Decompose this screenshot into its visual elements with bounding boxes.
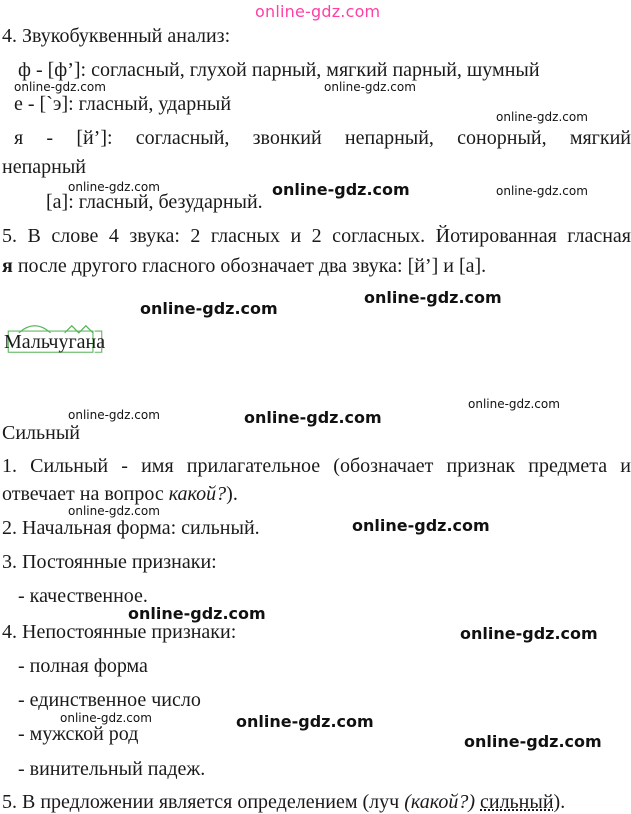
adjective-item4-sub-2: - мужской род [18, 723, 139, 745]
sound-analysis-heading: 4. Звукобуквенный анализ: [2, 25, 231, 47]
adjective-item5-underlined-word: сильный [480, 791, 554, 813]
adjective-item1-question: какой? [168, 483, 227, 505]
watermark-top: online-gdz.com [255, 2, 381, 21]
bold-letter-ya: я [2, 255, 13, 277]
watermark: online-gdz.com [140, 299, 278, 318]
adjective-item1-line1 [2, 454, 631, 478]
word-malchugana: Мальчугана [4, 331, 106, 353]
watermark: online-gdz.com [460, 624, 598, 643]
sound-ya-line-2: непарный [2, 156, 87, 178]
watermark: online-gdz.com [464, 732, 602, 751]
watermark: online-gdz.com [68, 504, 160, 518]
watermark: online-gdz.com [272, 180, 410, 199]
adjective-item4: 4. Непостоянные признаки: [2, 621, 237, 643]
adjective-item3-sub: - качественное. [18, 585, 148, 607]
adjective-item4-sub-0: - полная форма [18, 655, 148, 677]
sound-f-line: ф - [ф’]: согласный, глухой парный, мягкий парный, шумный [18, 59, 540, 81]
adjective-item5 [2, 790, 565, 814]
adjective-item1-line2-pre: отвечает на вопрос [2, 483, 169, 505]
adjective-title: Сильный [2, 422, 80, 444]
sound-a-line: [а]: гласный, безударный. [46, 191, 263, 213]
watermark: online-gdz.com [60, 711, 152, 725]
watermark: online-gdz.com [496, 110, 588, 124]
watermark: online-gdz.com [324, 80, 416, 94]
adjective-item5-post: ). [553, 791, 566, 813]
watermark: online-gdz.com [14, 80, 106, 94]
adjective-item4-sub-1: - единственное число [18, 689, 201, 711]
watermark: online-gdz.com [128, 604, 266, 623]
watermark: online-gdz.com [236, 712, 374, 731]
adjective-item5-pre: 5. В предложении является определением (луч [2, 791, 405, 813]
sound-summary-line-2-text: после другого гласного обозначает два звука: [й’] и [а]. [12, 255, 487, 277]
adjective-item1-line1-text: 1. Сильный - имя прилагательное (обозначает признак предмета и [2, 455, 631, 477]
watermark: online-gdz.com [68, 180, 160, 194]
sound-ya-line-1 [14, 126, 631, 150]
sound-ya-line-1-text: я - [й’]: согласный, звонкий непарный, сонорный, мягкий [14, 127, 631, 149]
sound-summary-line-1-text: 5. В слове 4 звука: 2 гласных и 2 согласных. Йотированная гласная [2, 225, 631, 247]
watermark: online-gdz.com [496, 184, 588, 198]
adjective-item3: 3. Постоянные признаки: [2, 551, 217, 573]
adjective-item4-sub-3: - винительный падеж. [18, 758, 206, 780]
watermark: online-gdz.com [68, 408, 160, 422]
sound-summary-line-1 [2, 224, 631, 248]
adjective-item1-line2-post: ). [226, 483, 238, 505]
watermark: online-gdz.com [364, 288, 502, 307]
adjective-item2: 2. Начальная форма: сильный. [2, 517, 260, 539]
sound-e-line: е - [`э]: гласный, ударный [14, 93, 232, 115]
sound-summary-line-2 [2, 254, 486, 278]
watermark: online-gdz.com [352, 516, 490, 535]
adjective-item5-question: (какой?) [404, 791, 475, 813]
watermark: online-gdz.com [244, 408, 382, 427]
watermark: online-gdz.com [468, 397, 560, 411]
adjective-item1-line2 [2, 482, 238, 506]
